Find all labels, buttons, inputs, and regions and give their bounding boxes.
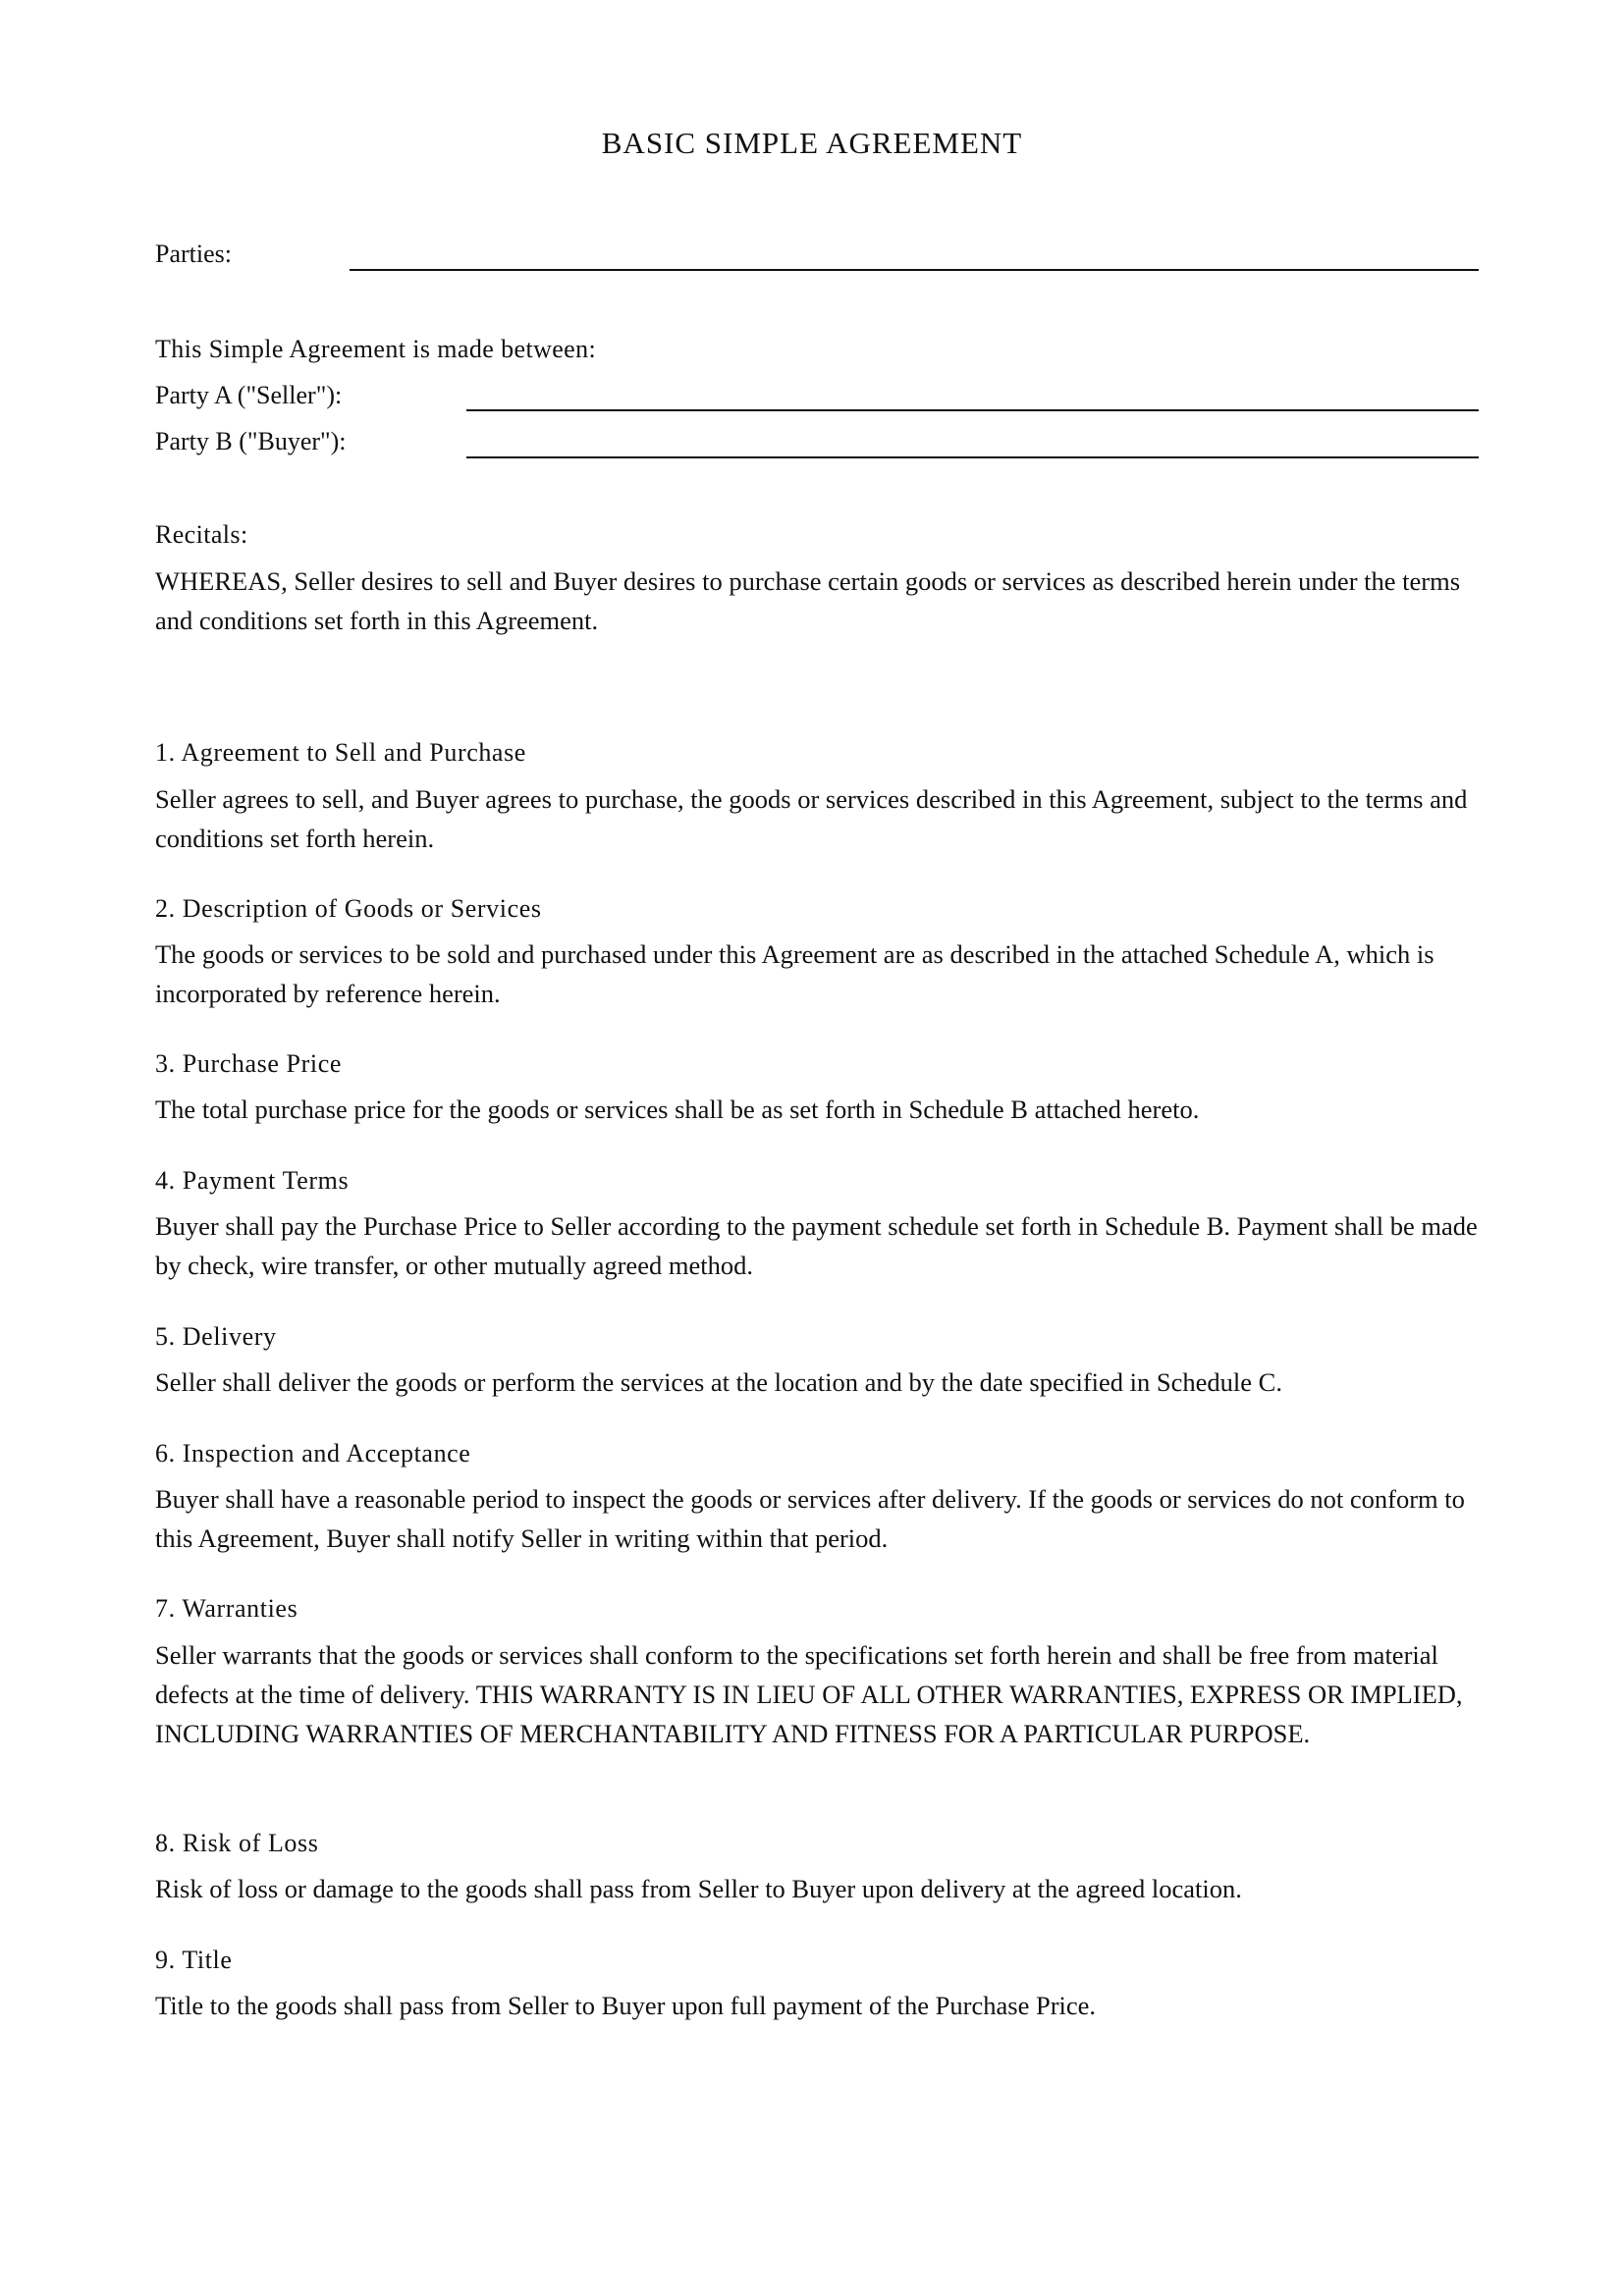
section-heading: 1. Agreement to Sell and Purchase (155, 738, 526, 767)
section-text: Seller shall deliver the goods or perform the services at the location and by the date specified in Schedule C. (155, 1367, 1282, 1397)
section-text: Risk of loss or damage to the goods shall pass from Seller to Buyer upon delivery at the agreed location. (155, 1874, 1242, 1903)
parties-label: Parties: (155, 240, 232, 268)
section-text: Buyer shall have a reasonable period to inspect the goods or services after delivery. If the goods or services do not conform to this Agreement, Buyer shall notify Seller in writing within that period. (155, 1484, 1465, 1553)
section-heading: 2. Description of Goods or Services (155, 894, 542, 923)
section-text: The total purchase price for the goods or services shall be as set forth in Schedule B attached hereto. (155, 1095, 1200, 1124)
party-b-label: Party B ("Buyer"): (155, 427, 347, 455)
section-text: Seller warrants that the goods or services shall conform to the specifications set forth herein and shall be free from material defects at the time of delivery. THIS WARRANTY IS IN LIEU OF ALL OTHER WARRANTIES, EXPRESS OR IMPLIED, INCLUDING WARRANTIES OF MERCHANTABILITY AND FITNESS FOR A PARTICULAR PURPOSE. (155, 1640, 1463, 1748)
section-heading: 5. Delivery (155, 1322, 277, 1351)
intro-text: This Simple Agreement is made between: (155, 335, 597, 363)
section-heading: 4. Payment Terms (155, 1166, 350, 1195)
parties-blank-line[interactable] (350, 269, 1479, 271)
recitals-label: Recitals: (155, 520, 248, 549)
section-text: Title to the goods shall pass from Seller to Buyer upon full payment of the Purchase Price. (155, 1991, 1097, 2020)
document-title: BASIC SIMPLE AGREEMENT (601, 126, 1023, 160)
party-a-label: Party A ("Seller"): (155, 381, 343, 409)
section-heading: 3. Purchase Price (155, 1049, 342, 1078)
section-text: Seller agrees to sell, and Buyer agrees to purchase, the goods or services described in this Agreement, subject to the terms and conditions set forth herein. (155, 784, 1468, 853)
section-heading: 6. Inspection and Acceptance (155, 1439, 471, 1468)
section-heading: 8. Risk of Loss (155, 1829, 319, 1857)
party-b-blank-line[interactable] (466, 456, 1479, 458)
recitals-text: WHEREAS, Seller desires to sell and Buyer desires to purchase certain goods or services as described herein under the terms and conditions set forth in this Agreement. (155, 566, 1461, 635)
section-text: The goods or services to be sold and purchased under this Agreement are as described in the attached Schedule A, which is incorporated by reference herein. (155, 939, 1435, 1008)
section-text: Buyer shall pay the Purchase Price to Seller according to the payment schedule set forth in Schedule B. Payment shall be made by check, wire transfer, or other mutually agreed method. (155, 1211, 1478, 1280)
section-heading: 9. Title (155, 1946, 233, 1974)
party-a-blank-line[interactable] (466, 409, 1479, 411)
section-heading: 7. Warranties (155, 1594, 298, 1623)
